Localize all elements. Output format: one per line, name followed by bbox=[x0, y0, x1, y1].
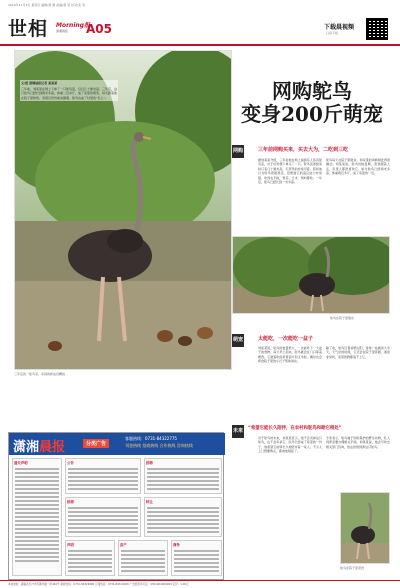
section-2-col-1: 刘某某说，鸵鸟的食量很大，一次能吃下一大盆子的食物。每天早上起来，鸵鸟就会在门口等着喂食。它最爱吃的是青菜叶和玉米粒，偶尔也会啄食院子里的小石子帮助消化。 bbox=[258, 346, 322, 364]
section-2-col-2: 除了吃，鸵鸟还喜欢晒太阳，常常一站就是大半天。天气好的时候，它还会在院子里奔跑，速度非常快，家里的狗都追不上它。 bbox=[326, 346, 390, 359]
ad-cell-5 bbox=[144, 497, 222, 537]
side-photo-b bbox=[340, 492, 390, 564]
ad-cell-1 bbox=[12, 458, 62, 576]
ad-tag: 分类广告 bbox=[83, 439, 109, 448]
page-footer: 本社地址：湖南省长沙市芙蓉中路一段442号 新闻热线：0731-84329999 订阅电话：0731-84310180 广告经营许可证：4301004000009 定价：1.00元 bbox=[8, 583, 189, 586]
ad-cell-6 bbox=[65, 540, 115, 576]
section-2-title: 太能吃，一次能吃一盆子 bbox=[258, 336, 314, 342]
page-number: A05 bbox=[86, 22, 112, 36]
ad-cell-7 bbox=[118, 540, 168, 576]
ad-cell-4-title: 招商 bbox=[67, 500, 74, 504]
ad-logo-part-a: 潇湘 bbox=[13, 440, 40, 455]
qr-code-icon[interactable] bbox=[366, 18, 388, 40]
app-promo-title: 下载晨视频 bbox=[324, 24, 355, 31]
ad-cell-8-title: 商务 bbox=[173, 543, 180, 547]
section-1-col-2: 鸵鸟每天在院子里散步，和家里的鸡鸭相处得很融洽。刘某某说，鸵鸟性格温顺，喜欢跟着人走，家里人都很喜欢它。如今鸵鸟已经两米多高，体重两百多斤，成了家里的一员。 bbox=[326, 158, 390, 176]
section-1-col-1: 据刘某某介绍，三年前他在网上看到有人售卖鸵鸟苗，出于好奇便下单买了一只。鸵鸟苗寄到家时只有几十厘米高，毛茸茸的非常可爱。起初他以为鸵鸟很难养活，没想到它的适应能力非常强，吃得也不挑，青菜、玉米、饲料都吃。一年后，鸵鸟已经长到一米多高。 bbox=[258, 158, 322, 185]
ad-hotline: 客服热线：0731-84322775 bbox=[125, 436, 177, 441]
app-promo-sub: 扫码下载 bbox=[326, 31, 339, 35]
side-photo-b-illustration bbox=[341, 493, 390, 564]
ad-cell-1-title: 遗失声明 bbox=[14, 461, 28, 465]
ad-cell-2-title: 公告 bbox=[67, 461, 74, 465]
section-3-col-1: 对于鸵鸟的未来，刘某某表示，他不会卖掉这只鸵鸟，也不会宰杀它。鸵鸟已经成了家里的一份子，他希望它能够长久地陪伴着一家人。不少人上门想要购买，都被他婉拒了。 bbox=[258, 436, 322, 454]
lead-credit: 文/图 潇湘晨报记者 某某某 bbox=[21, 81, 58, 85]
side-photo-b-caption: 鸵鸟在院子里觅食 bbox=[340, 566, 365, 570]
ad-cell-6-title: 声明 bbox=[67, 543, 74, 547]
headline-line-2: 变身200斤萌宠 bbox=[241, 102, 383, 126]
section-3-col-2: 专家表示，鸵鸟属于国家保护的野生动物，私人饲养需要办理相关手续。刘某某说，他会尽快去相关部门咨询，依法依规饲养这只鸵鸟。 bbox=[326, 436, 390, 449]
section-tag-3: 未来 bbox=[232, 425, 244, 438]
section-tag-1: 网购 bbox=[232, 145, 244, 158]
brand-sub: 潇湘晨报 bbox=[56, 29, 69, 33]
page-header bbox=[0, 0, 400, 44]
lead-paragraph bbox=[20, 80, 118, 101]
ad-cell-8 bbox=[171, 540, 222, 576]
ad-cell-3-title: 招聘 bbox=[146, 461, 153, 465]
headline-line-1: 网购鸵鸟 bbox=[272, 79, 352, 103]
header-rule bbox=[0, 44, 400, 46]
classified-ad-block bbox=[8, 432, 224, 580]
ad-grid bbox=[12, 458, 222, 578]
ad-hotline-2: 刊登热线 招商热线 合作热线 咨询热线 bbox=[125, 443, 193, 448]
ad-logo-part-b: 晨报 bbox=[39, 440, 66, 455]
side-photo-a-caption: 鸵鸟在院子里散步 bbox=[330, 316, 355, 320]
date-line: 2019年11月3日 星期日 编辑/黄 静 美编/唐 莹 校对/张 英 bbox=[8, 3, 86, 7]
main-photo-caption: 三年后的一鸵鸟家，家庭的新成员精挑 bbox=[14, 372, 66, 376]
lead-text: 三年前，刘某某在网上下单了一只鸵鸟苗，仅仅几十厘米高。三年后，这只鸵鸟已经长到两米多高，体重二百多斤，成了家里的萌宠，每天跟着他在院子里转悠。邻居们纷纷前来围观，鸵鸟也成了村里的“名人”。 bbox=[21, 86, 118, 100]
ad-cell-3 bbox=[144, 458, 222, 494]
main-headline bbox=[232, 80, 392, 126]
ad-cell-7-title: 房产 bbox=[120, 543, 127, 547]
section-3-title: “希望它能长久陪伴，在农村和鸵鸟和睦它相处” bbox=[248, 426, 342, 431]
ad-cell-5-title: 转让 bbox=[146, 500, 153, 504]
footer-rule bbox=[0, 580, 400, 581]
ad-logo bbox=[13, 436, 65, 455]
section-title: 世相 bbox=[8, 18, 49, 40]
side-photo-a-illustration bbox=[233, 237, 390, 314]
side-photo-a bbox=[232, 236, 390, 314]
section-1-title: 三年前网购买来，买去大为，二吃到三吃 bbox=[258, 147, 349, 153]
ad-header bbox=[9, 433, 225, 455]
section-tag-2: 萌宠 bbox=[232, 334, 244, 347]
ad-cell-2 bbox=[65, 458, 141, 494]
brand-logo: Morning报 bbox=[56, 22, 90, 29]
ad-cell-4 bbox=[65, 497, 141, 537]
